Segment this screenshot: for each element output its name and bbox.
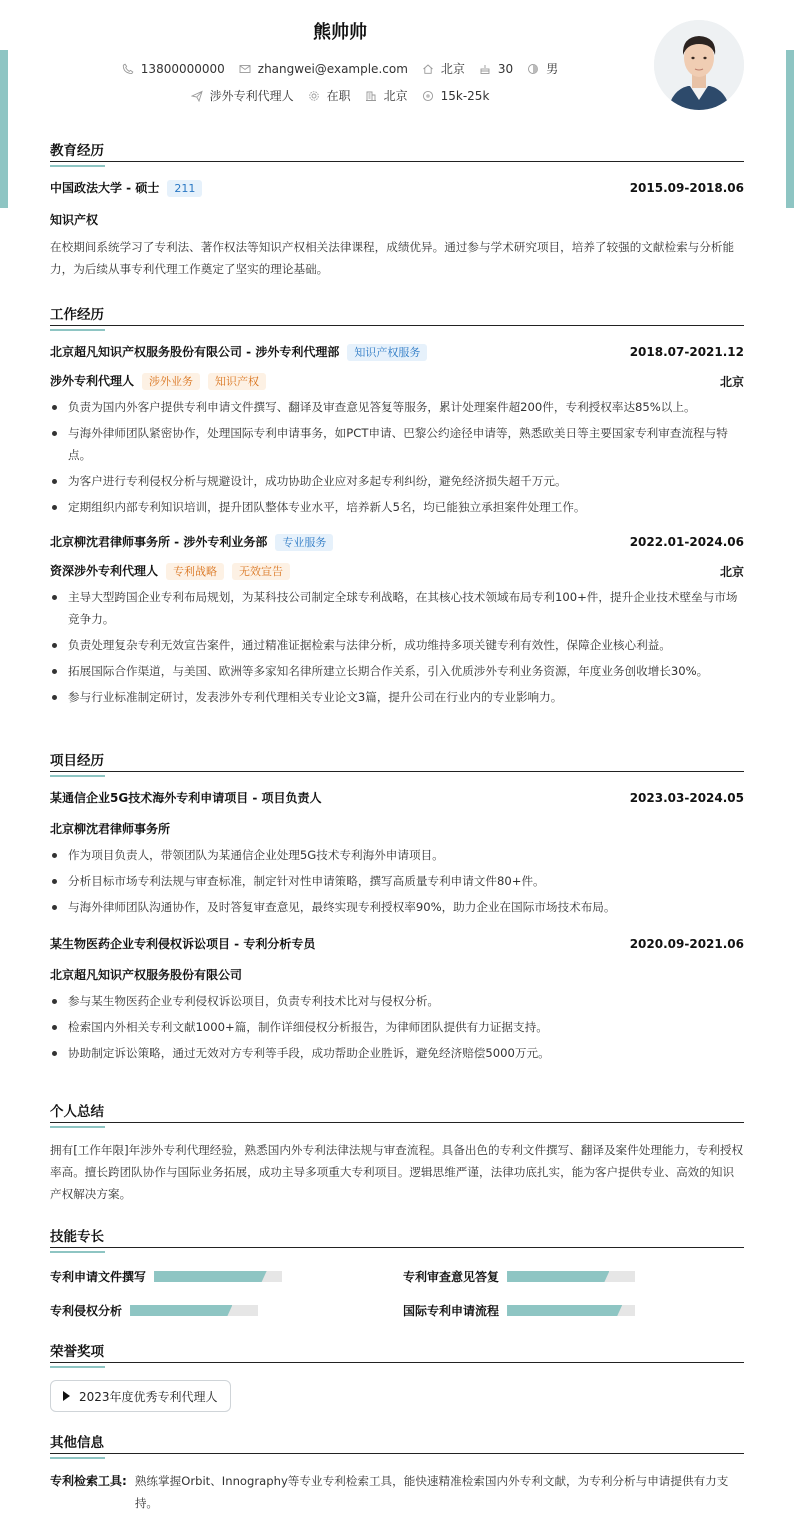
skill-bar-fill: [507, 1271, 609, 1282]
job-1-role-row: [50, 372, 744, 390]
project-2-name: 某生物医药企业专利侵权诉讼项目 - 专利分析专员: [50, 937, 316, 951]
job-1: [50, 343, 744, 518]
projects-title: 项目经历: [50, 749, 104, 769]
avatar: [654, 20, 744, 110]
skill-label: 专利侵权分析: [50, 1304, 123, 1318]
job-2-company-line: [50, 533, 333, 551]
gender-icon: [527, 63, 539, 75]
job-2-role-tag: 专利战略: [166, 563, 224, 580]
job-2-company: 北京柳沈君律师事务所 - 涉外专利业务部: [50, 535, 268, 549]
summary-header: [50, 1099, 744, 1123]
awards-section: [50, 1339, 744, 1419]
job-1-company-row: [50, 343, 744, 361]
skills-title: 技能专长: [50, 1225, 104, 1245]
school-tag: 211: [167, 180, 202, 197]
building-icon: [365, 90, 377, 102]
work-title: 工作经历: [50, 303, 104, 323]
skill-item: [50, 1302, 258, 1319]
skill-bar-fill: [130, 1305, 232, 1316]
skills-section: [50, 1224, 744, 1324]
contact-row-secondary: [50, 87, 630, 104]
job-1-role-line: [50, 372, 266, 390]
age-item: [479, 62, 513, 76]
coin-icon: [422, 90, 434, 102]
job-2: [50, 533, 744, 708]
list-item: 参与行业标准制定研讨，发表涉外专利代理相关专业论文3篇，提升公司在行业内的专业影响力。: [50, 686, 744, 708]
job-1-company-line: [50, 343, 427, 361]
job-1-role: 涉外专利代理人: [50, 374, 135, 388]
location-text: 北京: [440, 62, 465, 76]
job-1-company-tag: 知识产权服务: [347, 344, 427, 361]
gender-text: 男: [546, 62, 559, 76]
job-2-company-tag: 专业服务: [275, 534, 333, 551]
job-1-role-tag: 涉外业务: [142, 373, 200, 390]
award-label: 2023年度优秀专利代理人: [79, 1389, 218, 1404]
job-2-role-row: [50, 562, 744, 580]
job-2-city: 北京: [719, 564, 744, 579]
project-2-bullets: [50, 990, 744, 1064]
cake-icon: [479, 63, 491, 75]
job-1-city: 北京: [719, 374, 744, 389]
project-1-row: [50, 789, 744, 806]
skill-label: 国际专利申请流程: [403, 1304, 500, 1318]
location-item: [422, 60, 465, 77]
projects-header: [50, 748, 744, 772]
job-2-company-row: [50, 533, 744, 551]
award-toggle-button[interactable]: [50, 1380, 231, 1412]
left-accent-bar: [0, 50, 8, 208]
project-1-date: 2023.03-2024.05: [629, 790, 744, 805]
work-header: [50, 302, 744, 326]
skill-label: 专利审查意见答复: [403, 1270, 500, 1284]
salary-item: [422, 89, 490, 103]
email-text: zhangwei@example.com: [257, 61, 408, 76]
phone-icon: [122, 63, 134, 75]
summary-section: [50, 1099, 744, 1205]
job-2-role-tag: 无效宣告: [232, 563, 290, 580]
job-1-bullets: [50, 396, 744, 518]
summary-text: 拥有[工作年限]年涉外专利代理经验，熟悉国内外专利法律法规与审查流程。具备出色的专利文件撰写、翻译及案件处理能力，专利授权率高。擅长跨团队协作与国际业务拓展，成功主导多项重大专利项目。逻辑思维严谨，法律功底扎实，能为客户提供专业、高效的知识产权解决方案。: [50, 1143, 744, 1201]
gear-icon: [308, 90, 320, 102]
skills-header: [50, 1224, 744, 1248]
education-desc: 在校期间系统学习了专利法、著作权法等知识产权相关法律课程，成绩优异。通过参与学术研究项目，培养了较强的文献检索与分析能力，为后续从事专利代理工作奠定了坚实的理论基础。: [50, 240, 735, 276]
age-text: 30: [497, 61, 514, 76]
job-2-role-line: [50, 562, 290, 580]
project-1: [50, 789, 744, 918]
skill-item: [403, 1302, 635, 1319]
list-item: 分析目标市场专利法规与审查标准，制定针对性申请策略，撰写高质量专利申请文件80+件。: [50, 870, 744, 892]
list-item: 参与某生物医药企业专利侵权诉讼项目，负责专利技术比对与侵权分析。: [50, 990, 744, 1012]
skill-bar: [507, 1271, 635, 1282]
job-1-company: 北京超凡知识产权服务股份有限公司 - 涉外专利代理部: [50, 345, 340, 359]
other-title: 其他信息: [50, 1431, 104, 1451]
awards-title: 荣誉奖项: [50, 1340, 104, 1360]
awards-header: [50, 1339, 744, 1363]
city-item: [365, 87, 408, 104]
phone-item: [122, 62, 225, 76]
other-info-row: [50, 1470, 744, 1514]
position-text: 涉外专利代理人: [209, 89, 294, 103]
skill-bar-fill: [507, 1305, 622, 1316]
education-title: 教育经历: [50, 139, 104, 159]
skill-bar: [130, 1305, 258, 1316]
send-icon: [191, 90, 203, 102]
education-section: [50, 138, 744, 280]
list-item: 负责处理复杂专利无效宣告案件，通过精准证据检索与法律分析，成功维持多项关键专利有效性，保障企业核心利益。: [50, 634, 744, 656]
position-item: [191, 87, 294, 104]
right-accent-bar: [786, 50, 794, 208]
skill-item: [50, 1268, 282, 1285]
other-header: [50, 1430, 744, 1454]
email-item: [239, 62, 408, 76]
gender-item: [527, 60, 558, 77]
education-row: [50, 179, 744, 197]
job-2-date: 2022.01-2024.06: [629, 535, 744, 549]
list-item: 协助制定诉讼策略，通过无效对方专利等手段，成功帮助企业胜诉，避免经济赔偿5000万元。: [50, 1042, 744, 1064]
work-section: [50, 302, 744, 708]
project-1-name: 某通信企业5G技术海外专利申请项目 - 项目负责人: [50, 791, 322, 805]
skill-bar: [154, 1271, 282, 1282]
summary-title: 个人总结: [50, 1100, 104, 1120]
email-icon: [239, 63, 251, 75]
education-major: 知识产权: [50, 213, 99, 227]
skill-bar: [507, 1305, 635, 1316]
other-info-label: 专利检索工具:: [50, 1474, 127, 1488]
list-item: 与海外律师团队紧密协作，处理国际专利申请事务，如PCT申请、巴黎公约途径申请等，熟悉欧美日等主要国家专利审查流程与特点。: [50, 422, 744, 466]
caret-right-icon: [63, 1391, 70, 1401]
skill-bar-fill: [154, 1271, 267, 1282]
list-item: 定期组织内部专利知识培训，提升团队整体专业水平，培养新人5名，均已能独立承担案件处理工作。: [50, 496, 744, 518]
school-name: 中国政法大学 - 硕士: [50, 181, 160, 195]
candidate-name: 熊帅帅: [313, 22, 367, 43]
phone-text: 13800000000: [140, 61, 225, 76]
list-item: 主导大型跨国企业专利布局规划，为某科技公司制定全球专利战略，在其核心技术领域布局专利100+件，提升企业技术壁垒与市场竞争力。: [50, 586, 744, 630]
projects-section: [50, 748, 744, 1064]
job-1-date: 2018.07-2021.12: [629, 345, 744, 359]
job-2-bullets: [50, 586, 744, 708]
other-section: [50, 1430, 744, 1514]
project-2-org: 北京超凡知识产权服务股份有限公司: [50, 968, 243, 982]
skill-label: 专利申请文件撰写: [50, 1270, 147, 1284]
school-line: [50, 179, 202, 197]
skill-item: [403, 1268, 635, 1285]
list-item: 检索国内外相关专利文献1000+篇，制作详细侵权分析报告，为律师团队提供有力证据支持。: [50, 1016, 744, 1038]
list-item: 与海外律师团队沟通协作，及时答复审查意见，最终实现专利授权率90%，助力企业在国际市场技术布局。: [50, 896, 744, 918]
salary-text: 15k-25k: [440, 88, 490, 103]
project-2-row: [50, 935, 744, 952]
list-item: 为客户进行专利侵权分析与规避设计，成功协助企业应对多起专利纠纷，避免经济损失超千万元。: [50, 470, 744, 492]
project-2-date: 2020.09-2021.06: [629, 936, 744, 951]
city-text: 北京: [383, 89, 408, 103]
list-item: 负责为国内外客户提供专利申请文件撰写、翻译及审查意见答复等服务，累计处理案件超200件，专利授权率达85%以上。: [50, 396, 744, 418]
contact-row-primary: [50, 60, 630, 77]
education-date: 2015.09-2018.06: [629, 181, 744, 195]
project-1-bullets: [50, 844, 744, 918]
education-header: [50, 138, 744, 162]
list-item: 作为项目负责人，带领团队为某通信企业处理5G技术专利海外申请项目。: [50, 844, 744, 866]
other-info-text: 熟练掌握Orbit、Innography等专业专利检索工具，能快速精准检索国内外专利文献，为专利分析与申请提供有力支持。: [134, 1474, 729, 1510]
home-icon: [422, 63, 434, 75]
project-1-org: 北京柳沈君律师事务所: [50, 822, 171, 836]
job-2-role: 资深涉外专利代理人: [50, 564, 159, 578]
job-1-role-tag: 知识产权: [208, 373, 266, 390]
list-item: 拓展国际合作渠道，与美国、欧洲等多家知名律所建立长期合作关系，引入优质涉外专利业务资源，年度业务创收增长30%。: [50, 660, 744, 682]
project-2: [50, 935, 744, 1064]
status-text: 在职: [326, 89, 351, 103]
status-item: [308, 87, 351, 104]
